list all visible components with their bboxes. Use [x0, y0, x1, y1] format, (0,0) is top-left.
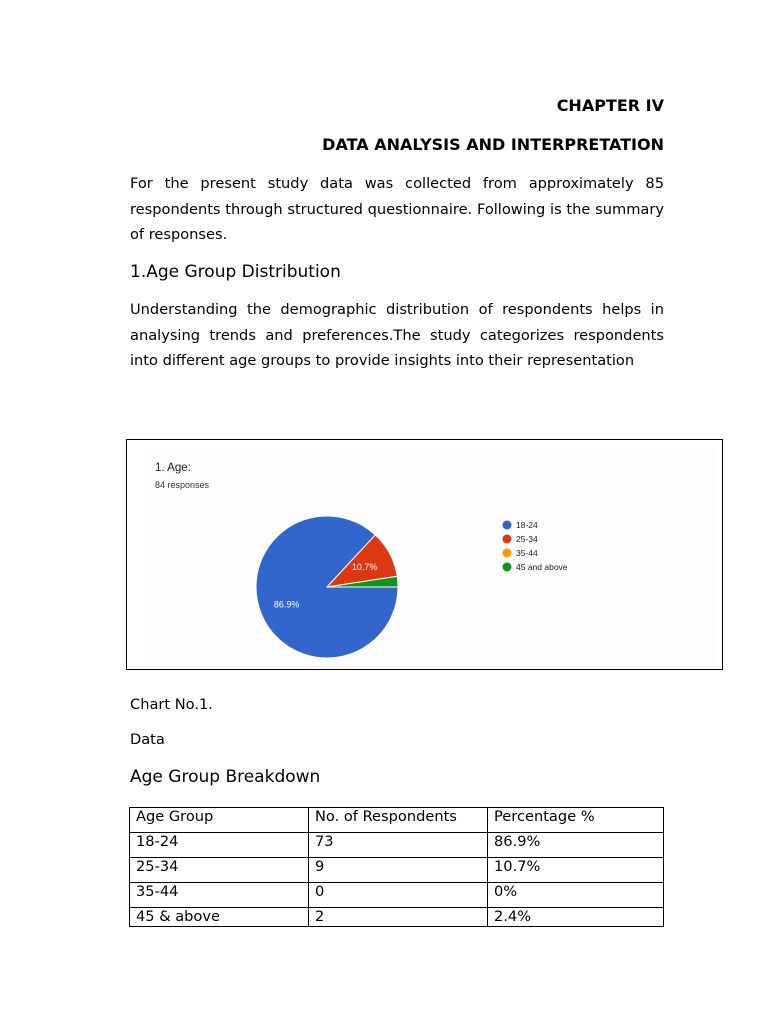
- table-cell: 0: [309, 883, 488, 908]
- age-breakdown-table: [129, 807, 664, 927]
- chart-title: 1. Age:: [155, 462, 191, 474]
- table-header-cell: Percentage %: [488, 808, 664, 833]
- table-row: [130, 908, 664, 927]
- table-header-row: [130, 808, 664, 833]
- table-row: [130, 833, 664, 858]
- legend-swatch: [503, 535, 512, 544]
- table-cell: 86.9%: [488, 833, 664, 858]
- pie-slice-label: 86.9%: [273, 599, 300, 610]
- chart-panel: [145, 448, 717, 665]
- data-label: Data: [130, 731, 165, 748]
- page-title: DATA ANALYSIS AND INTERPRETATION: [322, 135, 664, 154]
- section-title-age-distribution: 1.Age Group Distribution: [130, 262, 341, 282]
- table-cell: 2: [309, 908, 488, 927]
- chart-figure: [126, 439, 723, 670]
- table-cell: 35-44: [130, 883, 309, 908]
- table-header-cell: No. of Respondents: [309, 808, 488, 833]
- legend-label: 35-44: [516, 548, 538, 558]
- age-distribution-paragraph: Understanding the demographic distribution of respondents helps in analysing trends and preferences.The study categorizes respondents into different age groups to provide insights into their representation: [130, 301, 664, 370]
- table-header-cell: Age Group: [130, 808, 309, 833]
- chart-subtitle: 84 responses: [155, 480, 210, 490]
- legend-label: 45 and above: [516, 562, 568, 572]
- table-cell: 2.4%: [488, 908, 664, 927]
- pie-chart: [145, 448, 717, 665]
- table-row: [130, 883, 664, 908]
- pie-slice-label: 10.7%: [351, 562, 378, 573]
- legend-label: 18-24: [516, 520, 538, 530]
- legend-swatch: [503, 549, 512, 558]
- table-cell: 73: [309, 833, 488, 858]
- table-row: [130, 858, 664, 883]
- table-cell: 10.7%: [488, 858, 664, 883]
- table-cell: 9: [309, 858, 488, 883]
- table-cell: 25-34: [130, 858, 309, 883]
- chart-caption: Chart No.1.: [130, 696, 213, 713]
- table-cell: 18-24: [130, 833, 309, 858]
- section-title-age-breakdown: Age Group Breakdown: [130, 767, 321, 787]
- chapter-label: CHAPTER IV: [556, 96, 664, 115]
- table-cell: 0%: [488, 883, 664, 908]
- legend-label: 25-34: [516, 534, 538, 544]
- intro-paragraph: For the present study data was collected from approximately 85 respondents through structured questionnaire. Following is the summary of responses.: [130, 175, 664, 244]
- legend-swatch: [503, 563, 512, 572]
- legend-swatch: [503, 521, 512, 530]
- table-cell: 45 & above: [130, 908, 309, 927]
